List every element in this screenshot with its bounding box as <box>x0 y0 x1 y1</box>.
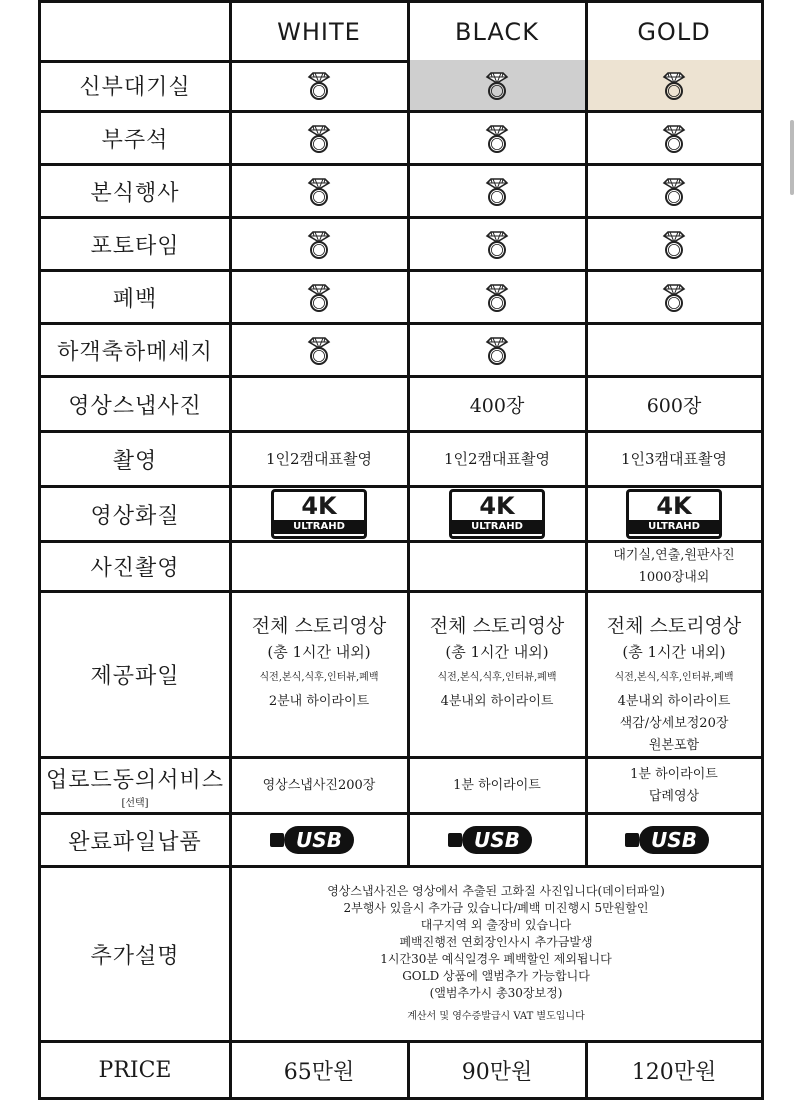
row-label: 사진촬영 <box>90 556 180 581</box>
4k-ultrahd-icon: 4K ULTRAHD <box>449 489 545 539</box>
ring-icon <box>660 175 688 207</box>
ring-icon <box>483 122 511 154</box>
4k-ultrahd-icon: 4K ULTRAHD <box>271 489 367 539</box>
cell-white <box>230 543 408 590</box>
ring-icon <box>483 228 511 260</box>
row-label: 추가설명 <box>90 943 180 969</box>
cell-black <box>408 543 586 590</box>
row-extra <box>40 868 762 1043</box>
row-price <box>40 1043 762 1100</box>
row-label: 하객축하메세지 <box>57 339 213 365</box>
usb-icon: USB <box>284 826 354 854</box>
row-label: 부주석 <box>101 127 169 153</box>
row-label: 포토타임 <box>90 233 180 259</box>
cell-gold: 대기실,연출,원판사진 1000장내외 <box>613 547 735 585</box>
header-gold: GOLD <box>637 17 711 46</box>
row-ceremony <box>40 166 762 219</box>
row-quality <box>40 488 762 543</box>
row-label: 촬영 <box>112 448 158 474</box>
row-label: 업로드동의서비스 [선택] <box>45 767 225 809</box>
ring-icon <box>305 122 333 154</box>
row-files <box>40 593 762 759</box>
cell-gold: 600장 <box>646 394 702 417</box>
ring-icon <box>660 69 688 101</box>
ring-icon <box>483 281 511 313</box>
ring-icon <box>305 228 333 260</box>
row-guest-messages <box>40 325 762 378</box>
ring-icon <box>305 175 333 207</box>
row-filming <box>40 433 762 488</box>
cell-black: 1인2캠대표촬영 <box>443 450 551 468</box>
ring-icon <box>660 228 688 260</box>
grid-line <box>585 1043 588 1100</box>
row-photo-time <box>40 219 762 272</box>
ring-icon <box>660 122 688 154</box>
header-white: WHITE <box>277 17 361 46</box>
grid-line <box>229 0 232 1100</box>
ring-icon <box>483 334 511 366</box>
header-black: BLACK <box>455 17 539 46</box>
ring-icon <box>660 281 688 313</box>
cell-black: 1분 하이라이트 <box>453 777 541 793</box>
price-gold: 120만원 <box>631 1059 717 1085</box>
grid-line <box>38 0 41 1100</box>
row-delivery <box>40 815 762 868</box>
row-label: PRICE <box>98 1057 172 1083</box>
cell-white: 1인2캠대표촬영 <box>265 450 373 468</box>
row-video-snap <box>40 378 762 433</box>
row-label: 영상화질 <box>90 503 180 529</box>
price-white: 65만원 <box>283 1059 355 1085</box>
grid-line <box>407 1043 410 1100</box>
usb-icon: USB <box>639 826 709 854</box>
grid-line <box>761 0 764 1100</box>
row-label: 본식행사 <box>90 180 180 206</box>
row-label: 폐백 <box>112 286 158 312</box>
cell-white: 전체 스토리영상 (총 1시간 내외) 식전,본식,식후,인터뷰,폐백 2분내 하이라이트 <box>251 615 387 709</box>
extra-notes: 영상스냅사진은 영상에서 추출된 고화질 사진입니다(데이터파일) 2부행사 있을시 추가금 있습니다/폐백 미진행시 5만원할인 대구지역 외 출장비 있습니다 폐백진행전 연회장인사시 추가금발생 1시간30분 예식일경우 폐백할인 제외됩니다 GOLD 상품에 앨범추가 가능합니다 (앨범추가시 총30장보정) 계산서 및 영수증발급시 VAT 별도입니다 <box>327 884 665 1022</box>
usb-icon: USB <box>462 826 532 854</box>
grid-line <box>407 0 410 868</box>
row-photo-shoot <box>40 543 762 593</box>
row-pyebaek <box>40 272 762 325</box>
cell-black: 전체 스토리영상 (총 1시간 내외) 식전,본식,식후,인터뷰,폐백 4분내외 하이라이트 <box>429 615 565 709</box>
cell-white: 영상스냅사진200장 <box>262 777 376 793</box>
cell-gold: 1분 하이라이트 답례영상 <box>630 766 718 804</box>
row-officiant <box>40 113 762 166</box>
ring-icon <box>305 334 333 366</box>
row-upload <box>40 759 762 815</box>
header-row <box>40 0 762 63</box>
row-bridal-room <box>40 60 762 113</box>
cell-white <box>230 378 408 430</box>
ring-icon <box>483 69 511 101</box>
grid-line <box>585 0 588 868</box>
row-label: 완료파일납품 <box>68 829 202 855</box>
scrollbar[interactable] <box>790 120 794 195</box>
4k-ultrahd-icon: 4K ULTRAHD <box>626 489 722 539</box>
cell-gold: 전체 스토리영상 (총 1시간 내외) 식전,본식,식후,인터뷰,폐백 4분내외 하이라이트 색감/상세보정20장 원본포함 <box>606 615 742 753</box>
ring-icon <box>305 281 333 313</box>
ring-icon <box>483 175 511 207</box>
cell-black: 400장 <box>469 394 525 417</box>
ring-icon <box>305 69 333 101</box>
row-label: 영상스냅사진 <box>68 393 202 419</box>
cell-gold: 1인3캠대표촬영 <box>620 450 728 468</box>
price-black: 90만원 <box>461 1059 533 1085</box>
row-label: 제공파일 <box>90 664 180 689</box>
row-label: 신부대기실 <box>79 74 191 100</box>
